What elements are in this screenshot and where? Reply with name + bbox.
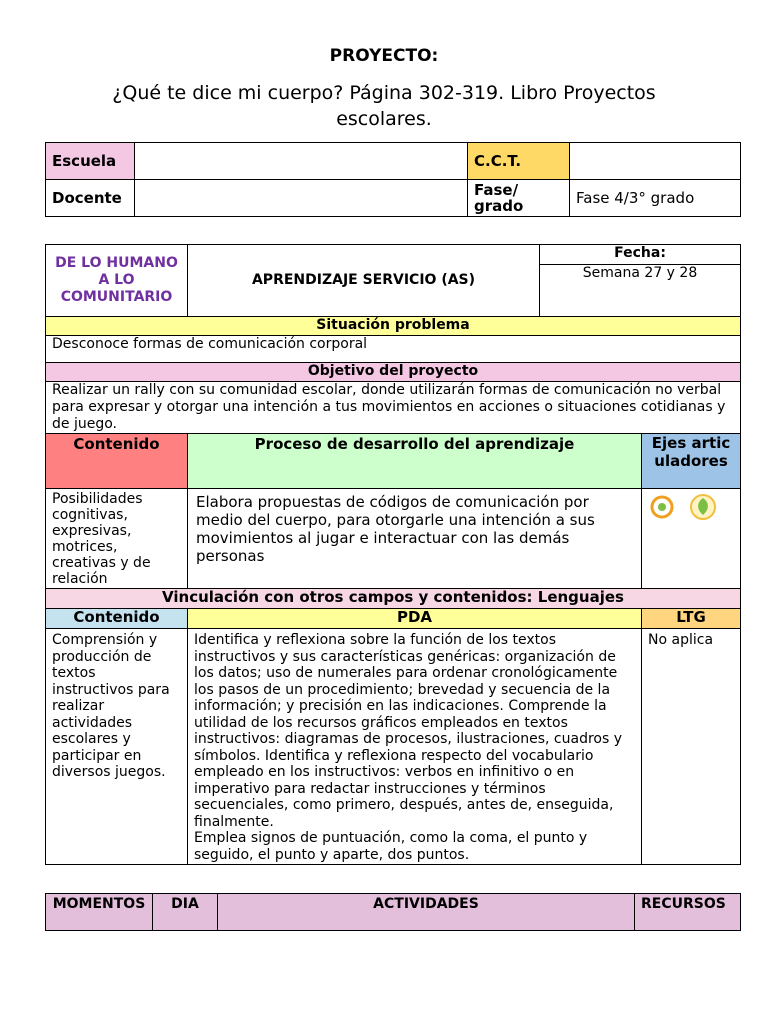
momentos-table xyxy=(45,893,741,931)
info-table xyxy=(45,142,741,217)
vida-saludable-icon xyxy=(686,493,720,521)
project-name: ¿Qué te dice mi cuerpo? Página 302-319. Libro Proyectos escolares. xyxy=(112,82,656,130)
objetivo-text: Realizar un rally con su comunidad escolar, donde utilizarán formas de comunicación no verbal para expresar y otorgar una intención a tus movimientos en acciones o situaciones cotidianas y de juego. xyxy=(46,382,741,434)
contenido2-heading: Contenido xyxy=(46,609,188,629)
docente-field[interactable] xyxy=(135,180,468,217)
contenido2-text: Comprensión y producción de textos instructivos para realizar actividades escolares y participar en diversos juegos. xyxy=(46,629,188,865)
pda-heading: PDA xyxy=(188,609,642,629)
cct-label: C.C.T. xyxy=(468,143,570,180)
project-table xyxy=(45,244,741,865)
docente-label: Docente xyxy=(46,180,135,217)
ltg-heading: LTG xyxy=(642,609,741,629)
ejes-icons xyxy=(642,489,741,589)
escuela-field[interactable] xyxy=(135,143,468,180)
cct-field[interactable] xyxy=(570,143,741,180)
fecha-label: Fecha: xyxy=(540,245,741,265)
recursos-heading: RECURSOS xyxy=(635,894,741,931)
proceso-text: Elabora propuestas de códigos de comunicación por medio del cuerpo, para otorgarle una intención a sus movimientos al jugar e interactuar con las demás personas xyxy=(188,489,642,589)
situacion-heading: Situación problema xyxy=(46,317,741,336)
dia-heading: DIA xyxy=(153,894,218,931)
pda-paragraph-2: Emplea signos de puntuación, como la coma, el punto y seguido, el punto y aparte, dos puntos. xyxy=(194,830,588,863)
proceso-heading: Proceso de desarrollo del aprendizaje xyxy=(188,434,642,489)
contenido-heading: Contenido xyxy=(46,434,188,489)
fase-field[interactable]: Fase 4/3° grado xyxy=(570,180,741,217)
objetivo-heading: Objetivo del proyecto xyxy=(46,363,741,382)
actividades-heading: ACTIVIDADES xyxy=(218,894,635,931)
pda-paragraph-1: Identifica y reflexiona sobre la función de los textos instructivos y sus características genéricas: organización de los datos; uso de numerales para ordenar cronológicamente los pasos de un procedimiento; brevedad y secuencia de la información; y precisión en las indicaciones. Comprende la utilidad de los recursos gráficos empleados en textos instructivos: diagramas de procesos, ilustraciones, cuadros y símbolos. Identifica y reflexiona respecto del vocabulario empleado en los instructivos: verbos en infinitivo o en imperativo para redactar instrucciones y términos secuenciales, como primero, después, antes de, enseguida, finalmente. xyxy=(194,632,622,830)
fecha-value[interactable]: Semana 27 y 28 xyxy=(540,265,741,317)
fase-label: Fase/ grado xyxy=(468,180,570,217)
momentos-heading: MOMENTOS xyxy=(46,894,153,931)
metodologia: APRENDIZAJE SERVICIO (AS) xyxy=(188,245,540,317)
escuela-label: Escuela xyxy=(46,143,135,180)
inclusion-icon xyxy=(648,493,676,521)
ltg-text: No aplica xyxy=(642,629,741,865)
campo-formativo: DE LO HUMANO A LO COMUNITARIO xyxy=(46,245,188,317)
document-title: PROYECTO: xyxy=(329,46,439,66)
ejes-heading: Ejes articuladores xyxy=(642,434,741,489)
situacion-text: Desconoce formas de comunicación corporal xyxy=(46,336,741,363)
vinculacion-heading: Vinculación con otros campos y contenidos: Lenguajes xyxy=(46,589,741,609)
contenido-text: Posibilidades cognitivas, expresivas, motrices, creativas y de relación xyxy=(46,489,188,589)
pda-text xyxy=(188,629,642,865)
